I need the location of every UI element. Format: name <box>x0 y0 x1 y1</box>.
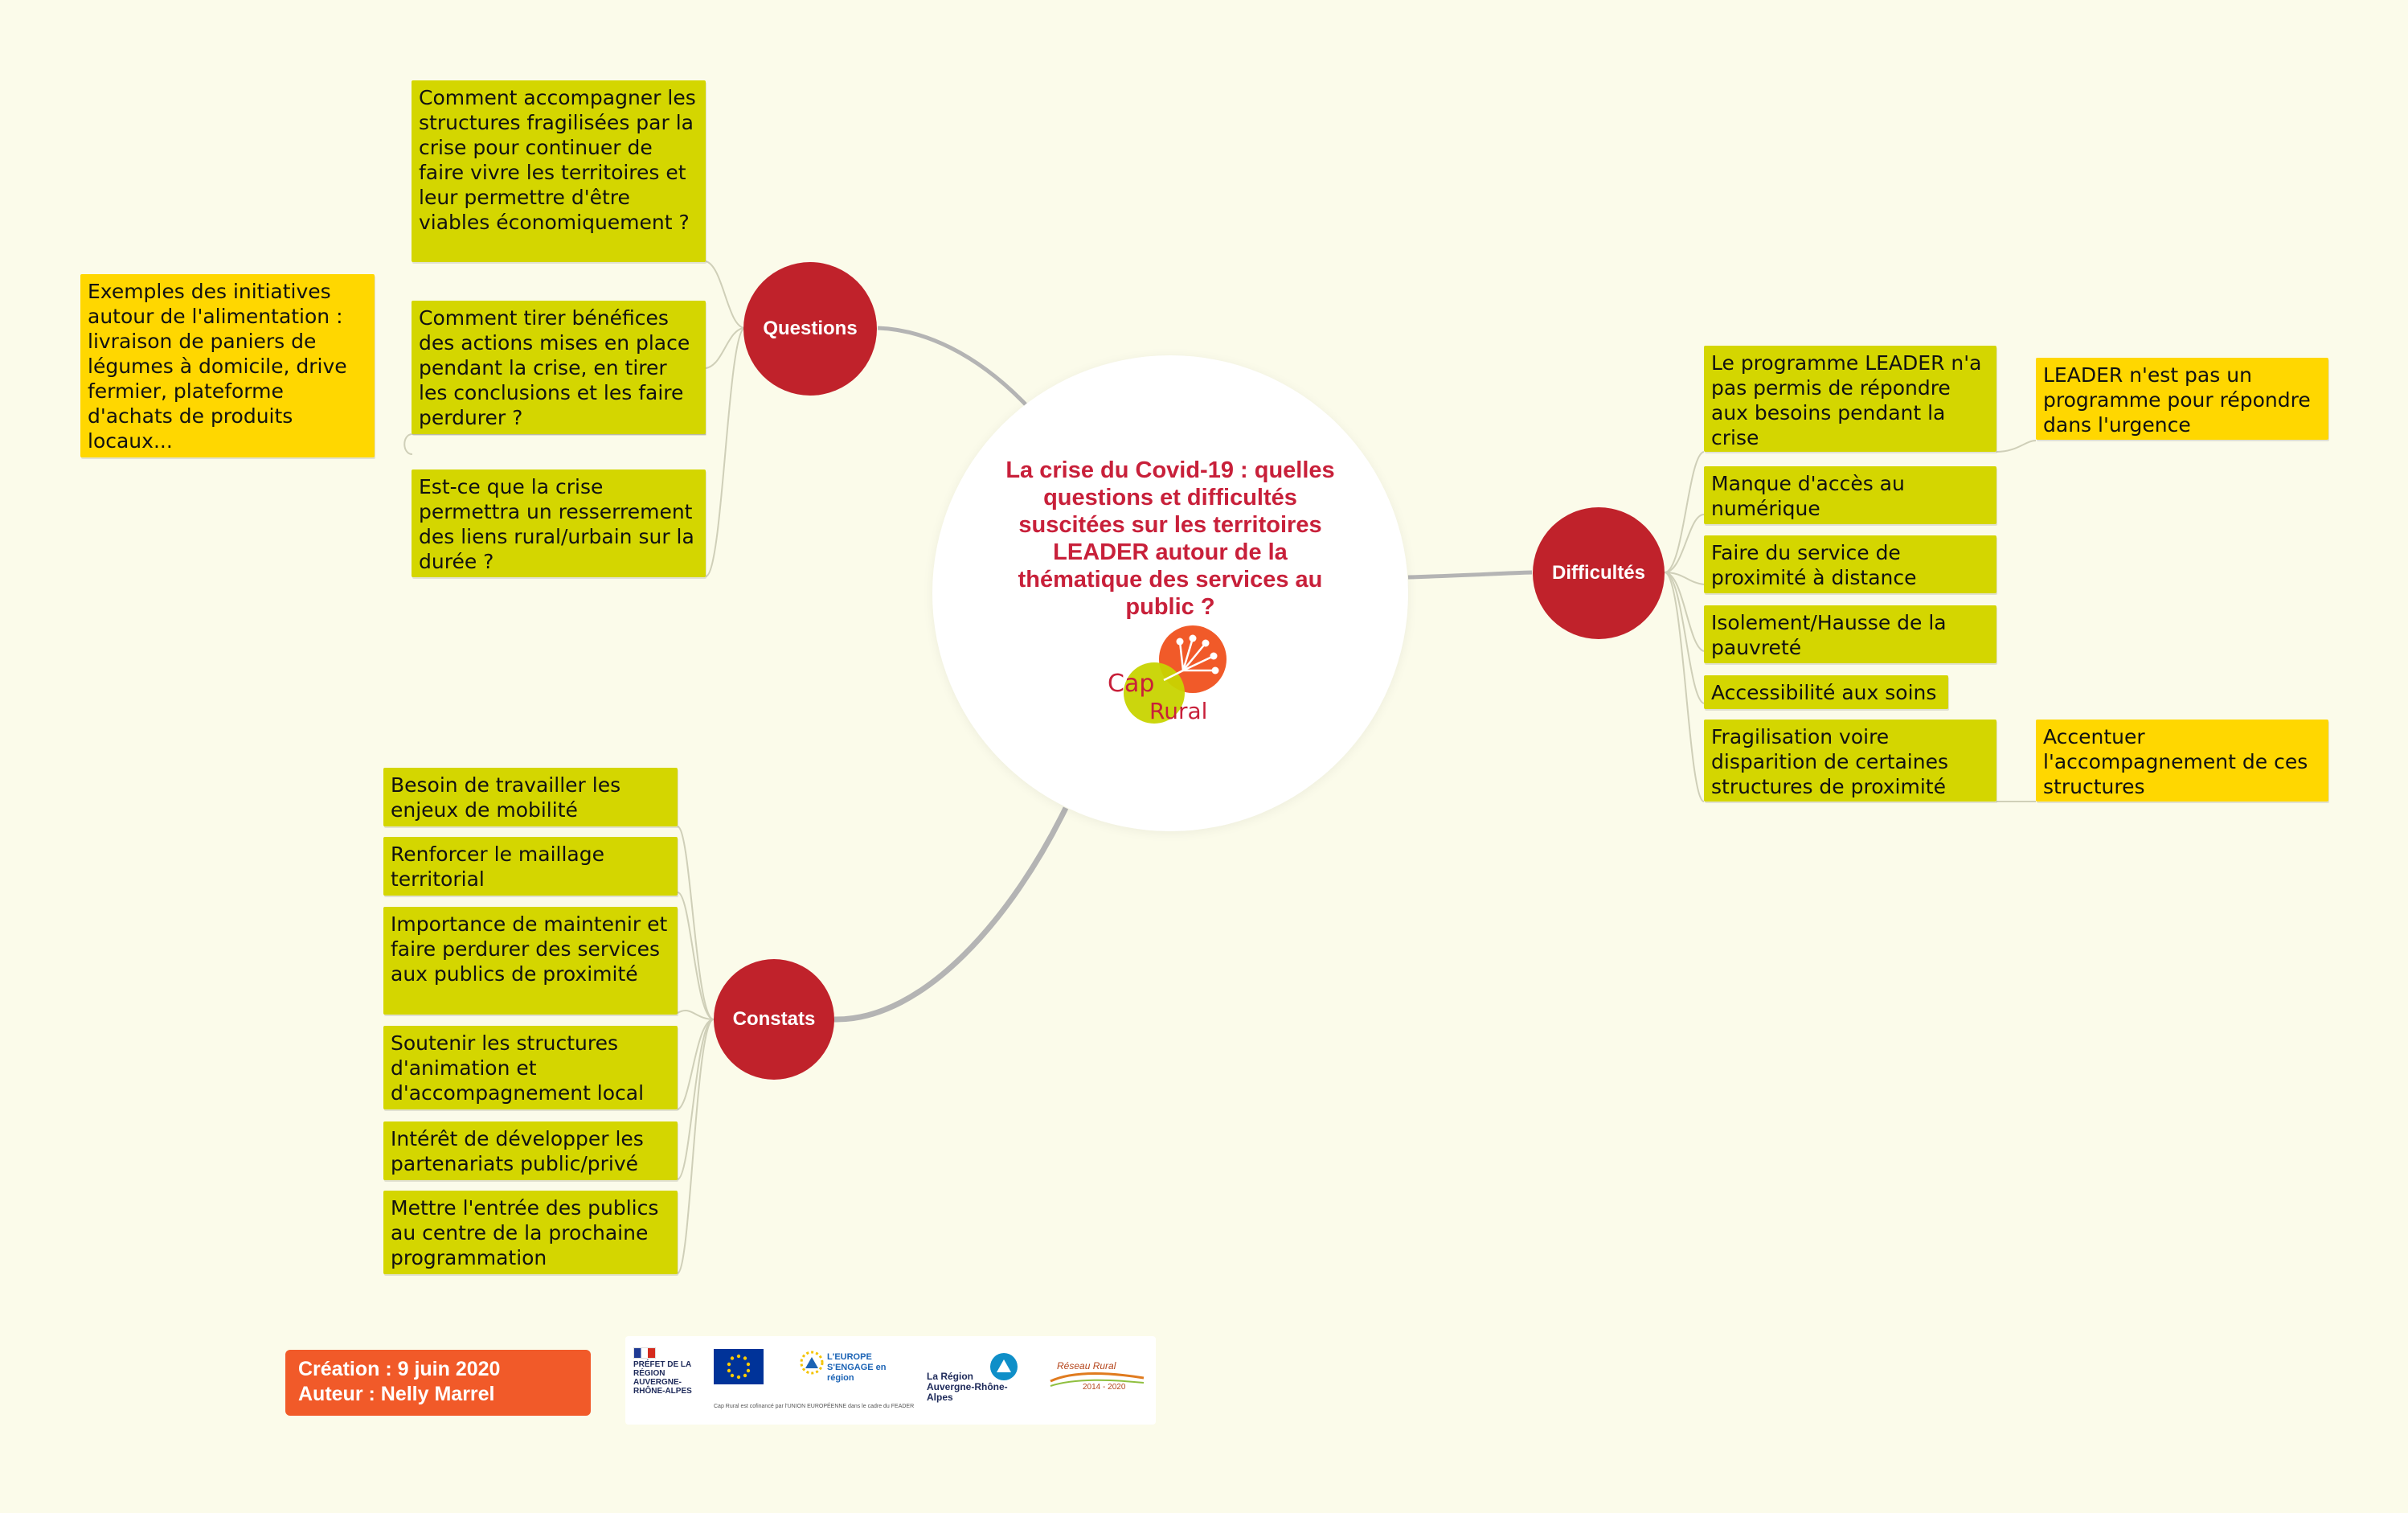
constat-node-mobilite[interactable]: Besoin de travailler les enjeux de mobilité <box>383 768 678 826</box>
reseau-rural-logo <box>1047 1357 1148 1394</box>
hub-difficultes[interactable]: Difficultés <box>1533 507 1665 639</box>
difficulty-node-numerique[interactable]: Manque d'accès au numérique <box>1704 466 1996 524</box>
difficulty-node-soins[interactable]: Accessibilité aux soins <box>1704 675 1948 709</box>
question-node-liens-rural-urbain[interactable]: Est-ce que la crise permettra un resserrement des liens rural/urbain sur la durée ? <box>412 469 706 577</box>
credit-auteur: Auteur : Nelly Marrel <box>298 1383 495 1405</box>
cap-rural-logo <box>1103 624 1239 728</box>
constat-node-services-proximite[interactable]: Importance de maintenir et faire perdurer des services aux publics de proximité <box>383 907 678 1015</box>
question-example-alimentation[interactable]: Exemples des initiatives autour de l'alimentation : livraison de paniers de légumes à domicile, drive fermier, plateforme d'achats de produits locaux... <box>80 274 375 457</box>
constat-node-maillage[interactable]: Renforcer le maillage territorial <box>383 837 678 896</box>
europe-region-icon <box>798 1349 825 1376</box>
constat-node-entree-publics[interactable]: Mettre l'entrée des publics au centre de la prochaine programmation <box>383 1191 678 1274</box>
difficulty-node-fragilisation[interactable]: Fragilisation voire disparition de certaines structures de proximité <box>1704 720 1996 802</box>
difficulty-node-leader[interactable]: Le programme LEADER n'a pas permis de répondre aux besoins pendant la crise <box>1704 346 1996 452</box>
difficulty-note-accompagnement[interactable]: Accentuer l'accompagnement de ces structures <box>2036 720 2328 802</box>
logo-text-cap: Cap <box>1108 670 1155 698</box>
question-node-tirer-benefices[interactable]: Comment tirer bénéfices des actions mises en place pendant la crise, en tirer les conclusions et les faire perdurer ? <box>412 301 706 434</box>
constat-node-structures-animation[interactable]: Soutenir les structures d'animation et d'accompagnement local <box>383 1026 678 1109</box>
logo-text-rural: Rural <box>1149 698 1208 724</box>
credit-box[interactable] <box>285 1350 591 1416</box>
region-aura-logo <box>927 1352 1031 1403</box>
central-topic[interactable] <box>932 355 1408 831</box>
prefet-logo <box>633 1347 698 1404</box>
credit-creation: Création : 9 juin 2020 <box>298 1358 501 1380</box>
reseau-rural-text: Réseau Rural <box>1057 1360 1116 1372</box>
partners-footnote: Cap Rural est cofinancé par l'UNION EUROPÉENNE dans le cadre du FEADER <box>714 1404 915 1409</box>
eu-flag-icon <box>714 1349 764 1384</box>
partner-logos <box>625 1336 1156 1425</box>
question-node-accompagner[interactable]: Comment accompagner les structures fragilisées par la crise pour continuer de faire vivre les territoires et leur permettre d'être viables économiquement ? <box>412 80 706 262</box>
central-topic-title: La crise du Covid-19 : quelles questions et difficultés suscitées sur les territoires LEADER autour de la thématique des services au public ? <box>1005 457 1335 620</box>
hub-questions[interactable]: Questions <box>743 262 877 396</box>
region-aura-text: La Région Auvergne-Rhône-Alpes <box>927 1371 1008 1403</box>
hub-constats[interactable]: Constats <box>714 959 834 1080</box>
difficulty-node-service-distance[interactable]: Faire du service de proximité à distance <box>1704 535 1996 593</box>
difficulty-node-isolement[interactable]: Isolement/Hausse de la pauvreté <box>1704 605 1996 663</box>
constat-node-partenariats[interactable]: Intérêt de développer les partenariats public/privé <box>383 1121 678 1180</box>
french-flag-icon <box>633 1347 656 1359</box>
europe-region-text: L'EUROPE S'ENGAGE en région <box>827 1352 887 1383</box>
difficulty-note-leader-urgence[interactable]: LEADER n'est pas un programme pour répondre dans l'urgence <box>2036 358 2328 440</box>
reseau-rural-years: 2014 - 2020 <box>1083 1383 1126 1392</box>
europe-region-logo <box>798 1349 911 1388</box>
prefet-text: PRÉFET DE LA RÉGION AUVERGNE-RHÔNE-ALPES <box>633 1360 692 1396</box>
